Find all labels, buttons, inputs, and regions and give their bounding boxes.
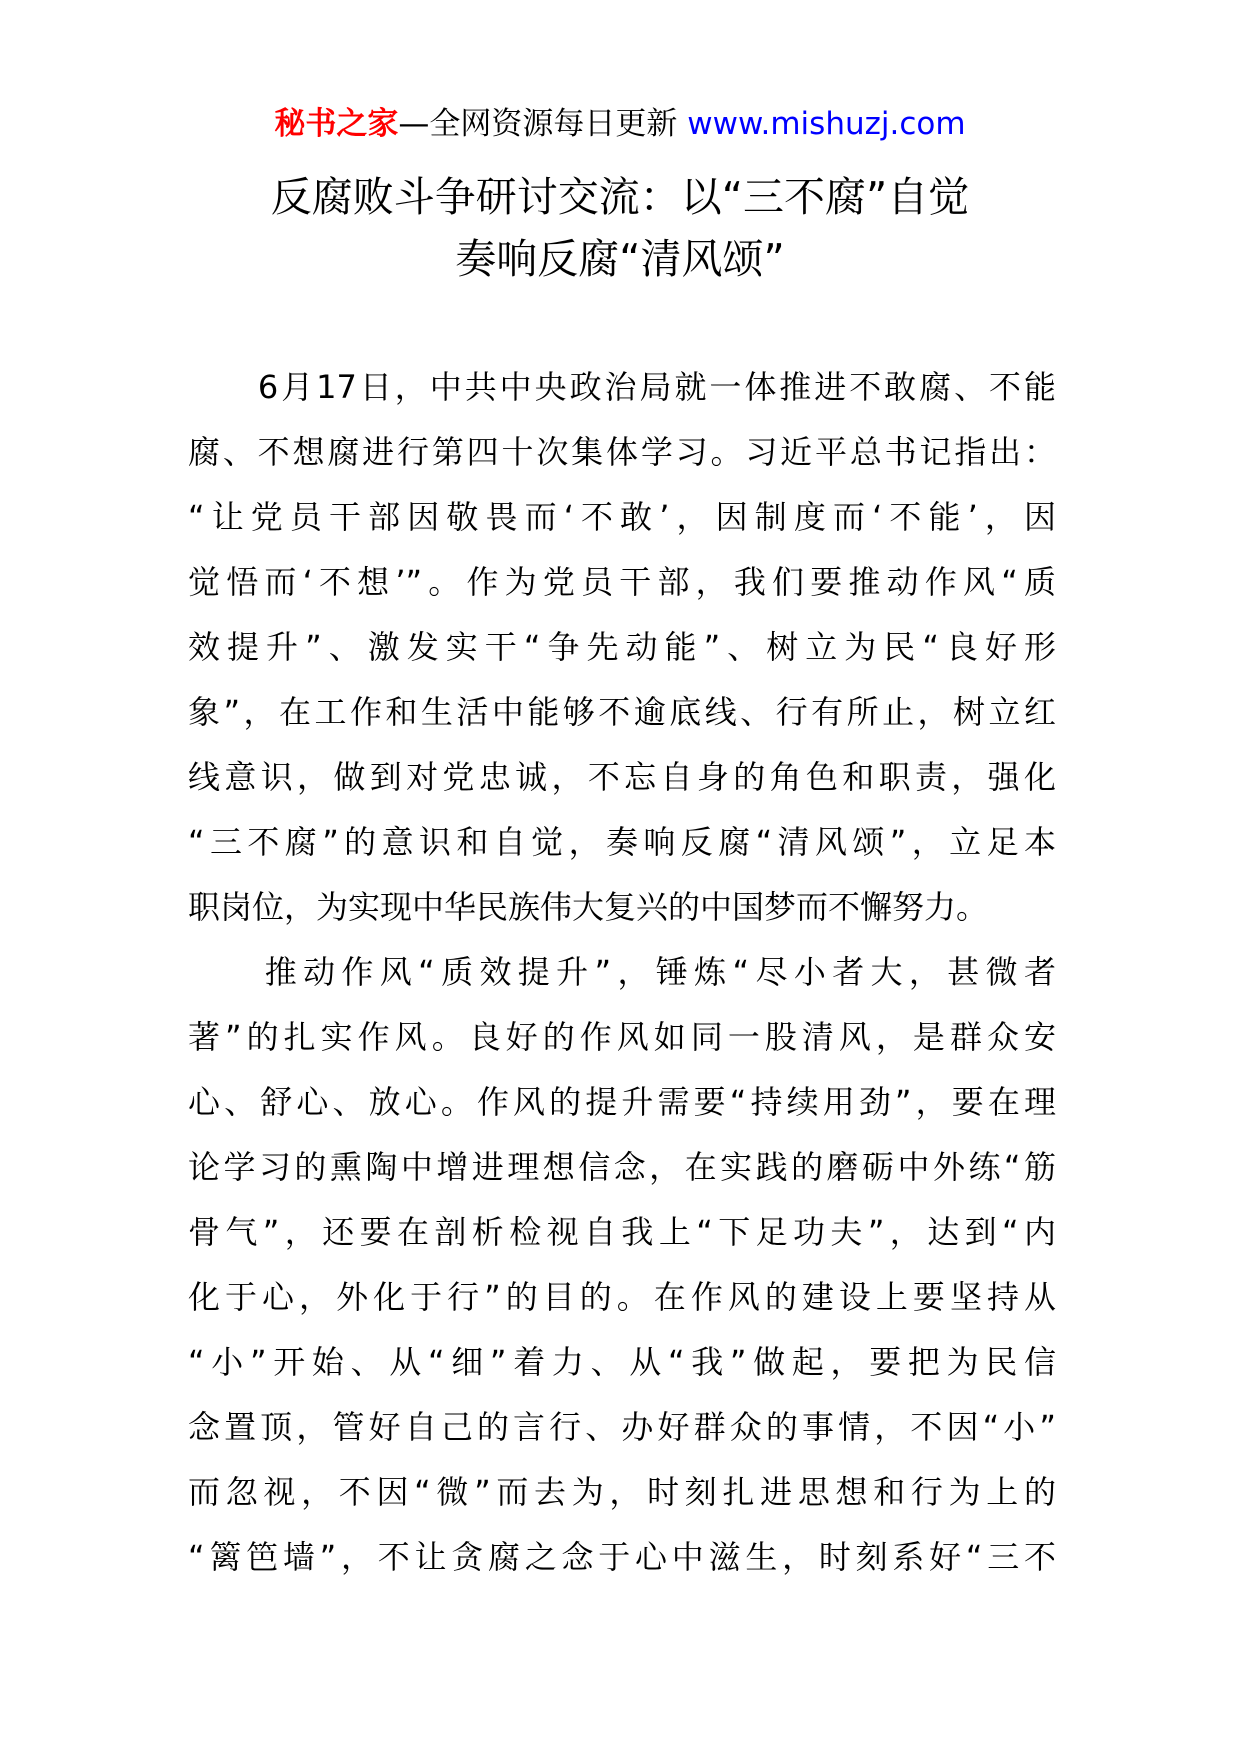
- paragraph-line: 腐、不想腐进行第四十次集体学习。习近平总书记指出：: [188, 433, 1056, 471]
- title-line-2: 奏响反腐“清风颂”: [455, 235, 785, 283]
- paragraph-2: [188, 940, 1056, 1590]
- paragraph-line: 6月17日，中共中央政治局就一体推进不敢腐、不能: [188, 368, 1056, 406]
- title-line-1: 反腐败斗争研讨交流：以“三不腐”自觉: [270, 173, 970, 221]
- site-header: [0, 102, 1240, 146]
- site-url-link[interactable]: www.mishuzj.com: [687, 106, 966, 142]
- paragraph-line: 效提升”、激发实干“争先动能”、树立为民“良好形: [188, 628, 1056, 666]
- paragraph-line: “让党员干部因敬畏而‘不敢’，因制度而‘不能’，因: [188, 498, 1056, 536]
- paragraph-line: 著”的扎实作风。良好的作风如同一股清风，是群众安: [188, 1018, 1056, 1056]
- paragraph-1: [188, 355, 1056, 940]
- paragraph-line: “小”开始、从“细”着力、从“我”做起，要把为民信: [188, 1343, 1056, 1381]
- paragraph-line: 心、舒心、放心。作风的提升需要“持续用劲”，要在理: [188, 1083, 1056, 1121]
- brand-name: 秘书之家: [274, 106, 399, 142]
- paragraph-line: 化于心，外化于行”的目的。在作风的建设上要坚持从: [188, 1278, 1056, 1316]
- paragraph-line: 线意识，做到对党忠诚，不忘自身的角色和职责，强化: [188, 758, 1056, 796]
- header-tagline: —全网资源每日更新: [398, 106, 688, 142]
- paragraph-line: “篱笆墙”，不让贪腐之念于心中滋生，时刻系好“三不: [188, 1538, 1056, 1576]
- paragraph-line: 象”，在工作和生活中能够不逾底线、行有所止，树立红: [188, 693, 1056, 731]
- paragraph-line: 念置顶，管好自己的言行、办好群众的事情，不因“小”: [188, 1408, 1056, 1446]
- document-body: [188, 355, 1056, 1590]
- document-title: [150, 166, 1090, 290]
- paragraph-line: 推动作风“质效提升”，锤炼“尽小者大，甚微者: [188, 953, 1056, 991]
- paragraph-line: “三不腐”的意识和自觉，奏响反腐“清风颂”，立足本: [188, 823, 1056, 861]
- paragraph-line: 骨气”，还要在剖析检视自我上“下足功夫”，达到“内: [188, 1213, 1056, 1251]
- paragraph-line: 觉悟而‘不想’”。作为党员干部，我们要推动作风“质: [188, 563, 1056, 601]
- paragraph-line: 职岗位，为实现中华民族伟大复兴的中国梦而不懈努力。: [188, 888, 989, 926]
- paragraph-line: 而忽视，不因“微”而去为，时刻扎进思想和行为上的: [188, 1473, 1056, 1511]
- paragraph-line: 论学习的熏陶中增进理想信念，在实践的磨砺中外练“筋: [188, 1148, 1056, 1186]
